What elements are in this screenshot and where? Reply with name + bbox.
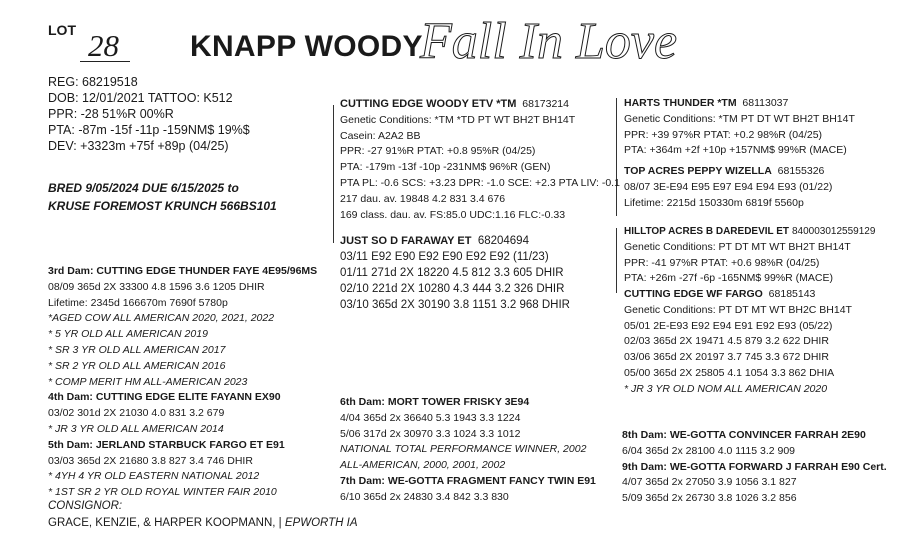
dam-sire-block xyxy=(624,224,875,287)
fifth-dam-name: 5th Dam: JERLAND STARBUCK FARGO ET E91 xyxy=(48,438,285,451)
animal-name: KNAPP WOODY xyxy=(190,30,423,63)
consignor-label: CONSIGNOR: xyxy=(48,500,123,512)
consignor-names: GRACE, KENZIE, & HARPER KOOPMANN, | xyxy=(48,517,282,529)
dam-dam-name: CUTTING EDGE WF FARGO xyxy=(624,288,763,300)
sire-dam-line: Lifetime: 2215d 150330m 6819f 5560p xyxy=(624,196,804,209)
sire-dam-block xyxy=(624,164,832,211)
sire-dam-reg: 68155326 xyxy=(777,165,825,177)
third-dam-note: * SR 2 YR OLD ALL AMERICAN 2016 xyxy=(48,359,226,372)
dam-sire-line: PPR: -41 97%R PTAT: +0.6 98%R (04/25) xyxy=(624,256,820,269)
dam-dam-note: * JR 3 YR OLD NOM ALL AMERICAN 2020 xyxy=(624,382,828,395)
fifth-dam-line: 03/03 365d 2X 21680 3.8 827 3.4 746 DHIR xyxy=(48,454,253,467)
dam-dam-line: 05/01 2E-E93 E92 E94 E91 E92 E93 (05/22) xyxy=(624,319,833,332)
dam-sire-line: PTA: +26m -27f -6p -165NM$ 99%R (MACE) xyxy=(624,272,834,285)
left-dams-block xyxy=(48,264,317,501)
third-dam-note: * COMP MERIT HM ALL-AMERICAN 2023 xyxy=(48,375,248,388)
eighth-dam-name: 8th Dam: WE-GOTTA CONVINCER FARRAH 2E90 xyxy=(622,429,866,441)
sixth-dam-name: 6th Dam: MORT TOWER FRISKY 3E94 xyxy=(340,396,530,408)
dam-line: 03/11 E92 E90 E92 E90 E92 E92 (11/23) xyxy=(340,251,549,263)
dam-sire-line: Genetic Conditions: PT DT MT WT BH2T BH14T xyxy=(624,240,851,253)
dam-line: 01/11 271d 2X 18220 4.5 812 3.3 605 DHIR xyxy=(340,267,564,279)
bred-line-2: KRUSE FOREMOST KRUNCH 566BS101 xyxy=(48,199,277,213)
dam-dam-line: Genetic Conditions: PT DT MT WT BH2C BH14T xyxy=(624,303,852,316)
dam-name: JUST SO D FARAWAY ET xyxy=(340,235,472,247)
sire-dam-name: TOP ACRES PEPPY WIZELLA xyxy=(624,165,772,177)
dam-dam-reg: 68185143 xyxy=(768,288,816,300)
dam-dam-line: 05/00 365d 2X 25805 4.1 1054 3.3 862 DHIA xyxy=(624,366,835,379)
third-dam-note: * 5 YR OLD ALL AMERICAN 2019 xyxy=(48,328,208,341)
lot-number: 28 xyxy=(88,28,119,63)
sixth-dam-line: 5/06 317d 2x 30970 3.3 1024 3.3 1012 xyxy=(340,427,521,440)
consignor-location: EPWORTH IA xyxy=(284,517,358,529)
sixth-dam-note: ALL-AMERICAN, 2000, 2001, 2002 xyxy=(340,459,506,472)
sire-bracket-line xyxy=(333,105,334,243)
dam-sire-reg: 840003012559129 xyxy=(791,226,876,237)
dam-reg: 68204694 xyxy=(477,235,529,247)
info-ppr: PPR: -28 51%R 00%R xyxy=(48,107,174,121)
seventh-dam-name: 7th Dam: WE-GOTTA FRAGMENT FANCY TWIN E91 xyxy=(340,474,596,487)
dam-sire-bracket-line xyxy=(616,228,617,293)
bred-line-1: BRED 9/05/2024 DUE 6/15/2025 to xyxy=(48,181,239,195)
sire-line: PPR: -27 91%R PTAT: +0.8 95%R (04/25) xyxy=(340,145,536,158)
right-dams-block xyxy=(622,428,887,507)
dam-sire-name: HILLTOP ACRES B DAREDEVIL ET xyxy=(624,226,790,237)
bred-info xyxy=(48,179,277,215)
sixth-dam-line: 4/04 365d 2x 36640 5.3 1943 3.3 1224 xyxy=(340,411,521,424)
sire-block xyxy=(340,97,620,223)
third-dam-line: Lifetime: 2345d 166670m 7690f 5780p xyxy=(48,296,228,309)
info-dev: DEV: +3323m +75f +89p (04/25) xyxy=(48,139,229,153)
info-dob: DOB: 12/01/2021 TATTOO: K512 xyxy=(48,91,233,105)
sire-sire-line: PTA: +364m +2f +10p +157NM$ 99%R (MACE) xyxy=(624,144,847,157)
middle-dams-block xyxy=(340,395,596,506)
ninth-dam-line: 4/07 365d 2x 27050 3.9 1056 3.1 827 xyxy=(622,476,797,489)
lot-label: LOT xyxy=(48,22,76,38)
sire-line: 169 class. dau. av. FS:85.0 UDC:1.16 FLC:-0.33 xyxy=(340,208,566,221)
sire-line: 217 dau. av. 19848 4.2 831 3.4 676 xyxy=(340,192,506,205)
third-dam-note: * SR 3 YR OLD ALL AMERICAN 2017 xyxy=(48,343,226,356)
animal-info xyxy=(48,74,250,154)
sire-sire-line: PPR: +39 97%R PTAT: +0.2 98%R (04/25) xyxy=(624,128,823,141)
sire-line: Genetic Conditions: *TM *TD PT WT BH2T BH14T xyxy=(340,113,576,126)
sire-sire-reg: 68113037 xyxy=(742,97,789,109)
sire-dam-line: 08/07 3E-E94 E95 E97 E94 E94 E93 (01/22) xyxy=(624,180,833,193)
info-reg: REG: 68219518 xyxy=(48,75,138,89)
sire-sire-name: HARTS THUNDER *TM xyxy=(624,97,737,109)
seventh-dam-line: 6/10 365d 2x 24830 3.4 842 3.3 830 xyxy=(340,490,509,503)
dam-block xyxy=(340,233,570,313)
sire-sire-block xyxy=(624,96,855,159)
animal-script-name: Fall In Love xyxy=(420,13,678,70)
ninth-dam-name: 9th Dam: WE-GOTTA FORWARD J FARRAH E90 Cert. xyxy=(622,460,887,473)
sire-line: PTA PL: -0.6 SCS: +3.23 DPR: -1.0 SCE: +2.3 PTA LIV: -0.1 xyxy=(340,176,620,189)
sire-line: Casein: A2A2 BB xyxy=(340,129,421,142)
eighth-dam-line: 6/04 365d 2x 28100 4.0 1115 3.2 909 xyxy=(622,444,796,457)
consignor-block xyxy=(48,498,358,532)
dam-line: 03/10 365d 2X 30190 3.8 1151 3.2 968 DHIR xyxy=(340,299,570,311)
lot-underline xyxy=(80,61,130,62)
fourth-dam-note: * JR 3 YR OLD ALL AMERICAN 2014 xyxy=(48,422,224,435)
fourth-dam-name: 4th Dam: CUTTING EDGE ELITE FAYANN EX90 xyxy=(48,391,281,404)
dam-dam-line: 03/06 365d 2X 20197 3.7 745 3.3 672 DHIR xyxy=(624,351,829,364)
sire-name: CUTTING EDGE WOODY ETV *TM xyxy=(340,98,517,110)
sire-reg: 68173214 xyxy=(522,98,569,110)
third-dam-line: 08/09 365d 2X 33300 4.8 1596 3.6 1205 DHIR xyxy=(48,280,265,293)
sixth-dam-note: NATIONAL TOTAL PERFORMANCE WINNER, 2002 xyxy=(340,443,587,456)
sire-line: PTA: -179m -13f -10p -231NM$ 96%R (GEN) xyxy=(340,161,551,174)
fourth-dam-line: 03/02 301d 2X 21030 4.0 831 3.2 679 xyxy=(48,407,225,420)
ninth-dam-line: 5/09 365d 2x 26730 3.8 1026 3.2 856 xyxy=(622,492,797,505)
sire-sire-line: Genetic Conditions: *TM PT DT WT BH2T BH14T xyxy=(624,112,855,125)
fifth-dam-note: * 4YH 4 YR OLD EASTERN NATIONAL 2012 xyxy=(48,470,260,483)
third-dam-note: *AGED COW ALL AMERICAN 2020, 2021, 2022 xyxy=(48,312,275,325)
dam-dam-block xyxy=(624,287,852,398)
info-pta: PTA: -87m -15f -11p -159NM$ 19%$ xyxy=(48,123,250,137)
third-dam-name: 3rd Dam: CUTTING EDGE THUNDER FAYE 4E95/96MS xyxy=(48,265,318,277)
dam-line: 02/10 221d 2X 10280 4.3 444 3.2 326 DHIR xyxy=(340,283,565,295)
dam-dam-line: 02/03 365d 2X 19471 4.5 879 3.2 622 DHIR xyxy=(624,335,829,348)
fifth-dam-note: * 1ST SR 2 YR OLD ROYAL WINTER FAIR 2010 xyxy=(48,486,277,499)
